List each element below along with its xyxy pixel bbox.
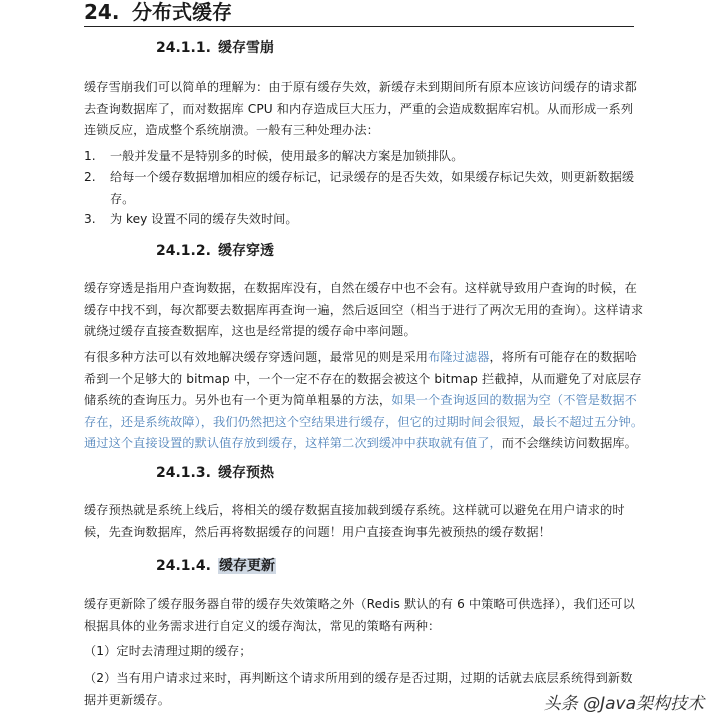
section-heading-avalanche xyxy=(156,38,274,58)
penetration-paragraph-2 xyxy=(84,347,644,455)
section-title: 缓存雪崩 xyxy=(218,40,274,56)
warmup-paragraph: 缓存预热就是系统上线后，将相关的缓存数据直接加载到缓存系统。这样就可以避免在用户请求的时候，先查询数据库，然后再将数据缓存的问题！用户直接查询事先被预热的缓存数据！ xyxy=(84,503,625,539)
chapter-number: 24. xyxy=(84,0,120,24)
section-number: 24.1.1. xyxy=(156,40,211,56)
text-run: 有很多种方法可以有效地解决缓存穿透问题，最常见的则是采用 xyxy=(84,350,429,364)
chapter-heading xyxy=(84,0,634,27)
section-heading-warmup xyxy=(156,463,274,483)
section-number: 24.1.3. xyxy=(156,465,211,481)
update-item-2: （2）当有用户请求过来时，再判断这个请求所用到的缓存是否过期，过期的话就去底层系统得到新数据并更新缓存。 xyxy=(84,671,633,707)
update-item-1: （1）定时去清理过期的缓存； xyxy=(84,644,252,658)
list-text: 给每一个缓存数据增加相应的缓存标记，记录缓存的是否失效，如果缓存标记失效，则更新数据缓存。 xyxy=(110,170,635,206)
section-number: 24.1.4. xyxy=(156,558,211,574)
section-title: 缓存穿透 xyxy=(218,243,274,259)
text-run: 而不会继续访问数据库。 xyxy=(501,436,637,450)
avalanche-paragraph: 缓存雪崩我们可以简单的理解为：由于原有缓存失效，新缓存未到期间所有原本应该访问缓存的请求都去查询数据库了，而对数据库 CPU 和内存造成巨大压力，严重的会造成数据库宕机。从而形成一系列连锁反应，造成整个系统崩溃。一般有三种处理办法： xyxy=(84,80,637,137)
section-title: 缓存预热 xyxy=(218,465,274,481)
penetration-paragraph-1: 缓存穿透是指用户查询数据，在数据库没有，自然在缓存中也不会有。这样就导致用户查询的时候，在缓存中找不到，每次都要去数据库再查询一遍，然后返回空（相当于进行了两次无用的查询）。这样请求就绕过缓存直接查数据库，这也是经常提的缓存命中率问题。 xyxy=(84,281,644,338)
section-title-highlighted: 缓存更新 xyxy=(219,558,275,574)
list-number: 1. xyxy=(84,149,96,163)
section-number: 24.1.2. xyxy=(156,243,211,259)
list-number: 3. xyxy=(84,212,96,226)
section-heading-penetration xyxy=(156,241,274,261)
list-text: 一般并发量不是特别多的时候，使用最多的解决方案是加锁排队。 xyxy=(110,149,464,163)
update-paragraph: 缓存更新除了缓存服务器自带的缓存失效策略之外（Redis 默认的有 6 中策略可供选择），我们还可以根据具体的业务需求进行自定义的缓存淘汰，常见的策略有两种： xyxy=(84,597,635,633)
text-run: ，将所有可能存在的数据哈希到一个足够大的 bitmap 中，一个一定不存在的数据会被这个 bitmap 拦截掉，从而避免了对底层存储系统的查询压力。另外也有一个更为简单粗暴的方法， xyxy=(84,350,642,407)
blue-text-run: 如果一个查询返回的数据为空（不管是数据不存在，还是系统故障），我们仍然把这个空结果进行缓存，但它的过期时间会很短，最长不超过五分钟。通过这个直接设置的默认值存放到缓存，这样第二次到缓冲中获取就有值了， xyxy=(84,393,644,450)
watermark: 头条 @Java架构技术 xyxy=(543,694,704,714)
chapter-title: 分布式缓存 xyxy=(132,0,232,24)
list-text: 为 key 设置不同的缓存失效时间。 xyxy=(110,212,298,226)
section-heading-update xyxy=(156,556,276,576)
list-number: 2. xyxy=(84,170,96,184)
bloom-filter-link[interactable]: 布隆过滤器 xyxy=(428,350,490,364)
